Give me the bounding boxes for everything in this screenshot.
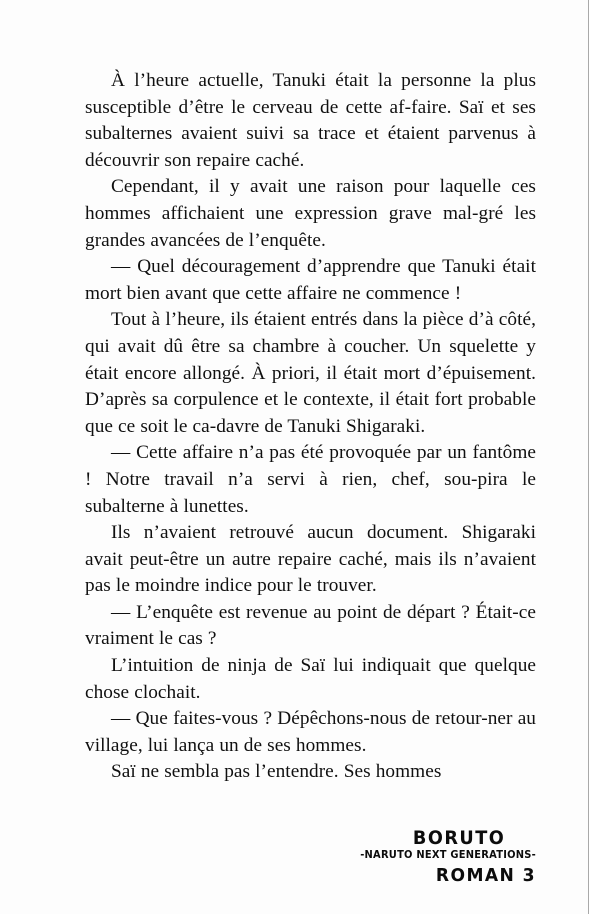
paragraph: Ils n’avaient retrouvé aucun document. Shigaraki avait peut-être un autre repaire caché, mais ils n’avaient pas le moindre indice pour le trouver. <box>85 522 536 597</box>
scan-margin <box>589 0 600 914</box>
paragraph: Tout à l’heure, ils étaient entrés dans la pièce d’à côté, qui avait dû être sa chambre à coucher. Un squelette y était encore allongé. À priori, il était mort d’épuisement. D’après sa corpulence et le contexte, il était fort probable que ce soit le ca-davre de Tanuki Shigaraki. <box>85 309 536 437</box>
paragraph-dialogue: — Cette affaire n’a pas été provoquée par un fantôme ! Notre travail n’a servi à rien, chef, sou-pira le subalterne à lunettes. <box>85 442 536 517</box>
paragraph: L’intuition de ninja de Saï lui indiquait que quelque chose clochait. <box>85 655 536 703</box>
paragraph-dialogue: — L’enquête est revenue au point de départ ? Était-ce vraiment le cas ? <box>85 601 536 650</box>
paragraph-dialogue: — Quel découragement d’apprendre que Tanuki était mort bien avant que cette affaire ne commence ! <box>85 256 536 304</box>
paragraph-dialogue: — Que faites-vous ? Dépêchons-nous de retour-ner au village, lui lança un de ses hommes. <box>85 708 536 756</box>
series-logo-subtitle: -NARUTO NEXT GENERATIONS- <box>360 850 536 861</box>
paragraph: Saï ne sembla pas l’entendre. Ses hommes <box>111 761 442 783</box>
page-text-block <box>85 68 536 786</box>
scan-edge-line <box>588 0 589 914</box>
series-logo-title: BORUTO <box>412 827 506 849</box>
series-logo <box>236 829 536 886</box>
volume-label: ROMAN 3 <box>435 865 536 886</box>
paragraph: Cependant, il y avait une raison pour laquelle ces hommes affichaient une expression grave mal-gré les grandes avancées de l’enquête. <box>85 176 536 251</box>
paragraph: À l’heure actuelle, Tanuki était la personne la plus susceptible d’être le cerveau de cette af-faire. Saï et ses subalternes avaient suivi sa trace et étaient parvenus à découvrir son repaire caché. <box>85 70 536 171</box>
